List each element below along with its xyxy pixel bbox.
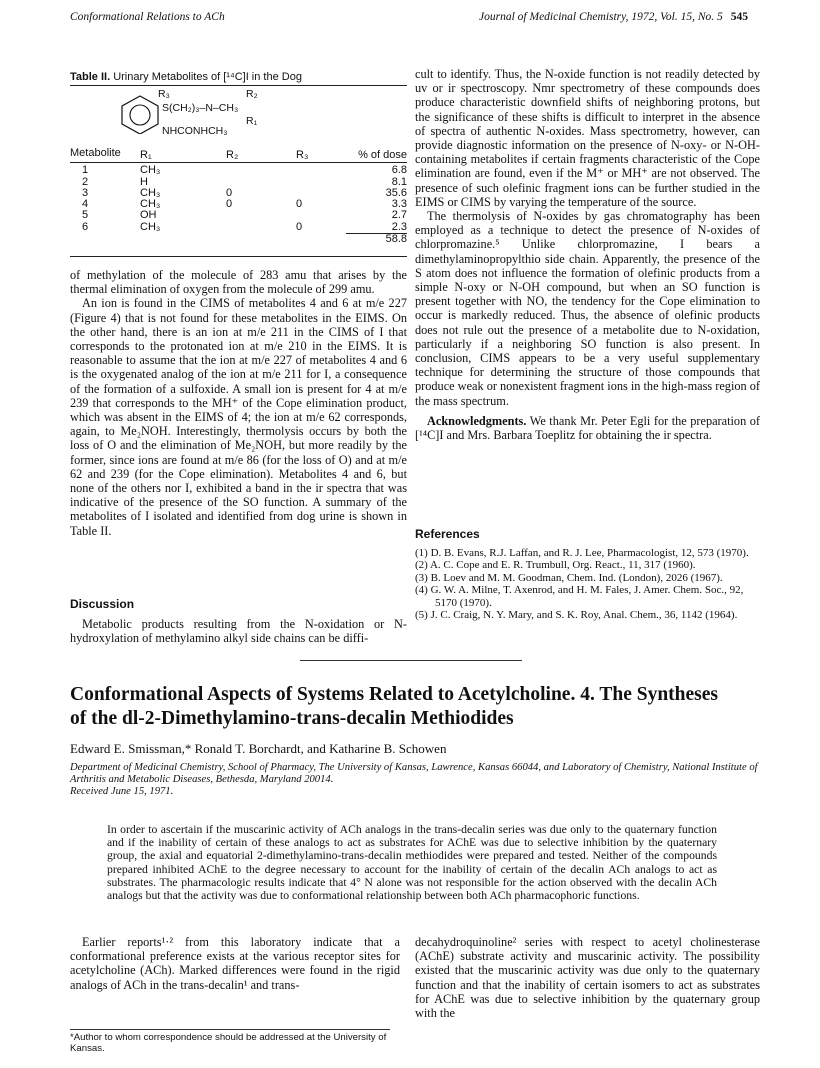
paragraph: of methylation of the molecule of 283 amu that arises by the thermal elimination of oxygen from the molecule of 299 amu. bbox=[70, 268, 407, 297]
left-column-discussion bbox=[70, 617, 407, 645]
metabolites-table bbox=[70, 148, 407, 245]
paragraph: decahydroquinoline² series with respect to acetyl cholinesterase (AChE) substrate activity and muscarinic activity. The possibility existed that the muscarinic activity was due only to the quaternary function and that the inability of certain isomers to act as substrates for AChE was due to selective inhibition by the quaternary group with the bbox=[415, 935, 760, 1021]
table-label: Table II. bbox=[70, 71, 111, 83]
acknowledgments bbox=[415, 414, 760, 442]
paragraph: An ion is found in the CIMS of metabolites 4 and 6 at m/e 227 (Figure 4) that is not found for these metabolites in the EIMS. On the other hand, there is an ion at m/e 211 in the CIMS of I that corresponds to the protonated ion at m/e 210 in the EIMS. It is reasonable to assume that the ion at m/e 227 of metabolites 4 and 6 is the oxygenated analog of the ion at m/e 211 for I, a consequence of the formation of a sulfoxide. A small ion is present for 4 at m/e 239 that corresponds to the MH⁺ of the Cope elimination product, which was absent in the EIMS of 4; the ion at m/e 62 corresponds, again, to Me₂NOH. Interestingly, thermolysis occurs by both the loss of O and the elimination of Me₂NOH, but more readily by the former, since ions are found at m/e 86 (for the loss of O) and at m/e 62 and 239 (for the Cope elimination). Metabolites 4 and 6, but none of the others nor I, exhibited a band in the ir spectra that was indicative of the presence of the SO function. A summary of the metabolites of I isolated and identified from dog urine is shown in Table II. bbox=[70, 296, 407, 538]
table-row bbox=[70, 199, 407, 210]
table-cell: 2 bbox=[82, 175, 89, 188]
table-cell: 0 bbox=[226, 186, 233, 199]
chemical-structure bbox=[118, 88, 318, 150]
table-cell: 3 bbox=[82, 186, 89, 199]
article-authors: Edward E. Smissman,* Ronald T. Borchardt, and Katharine B. Schowen bbox=[70, 741, 447, 756]
table-cell bbox=[226, 210, 296, 221]
table-cell: 58.8 bbox=[346, 234, 407, 246]
reference-item: (1) D. B. Evans, R.J. Laffan, and R. J. Lee, Pharmacologist, 12, 573 (1970). bbox=[415, 547, 749, 559]
table-cell: CH₃ bbox=[140, 221, 161, 234]
col-header: % of dose bbox=[358, 148, 407, 161]
article-affiliation bbox=[70, 762, 760, 799]
table-cell bbox=[226, 177, 296, 188]
table-cell: CH₃ bbox=[140, 186, 161, 199]
acknowledgments-label: Acknowledgments. bbox=[427, 413, 527, 428]
table-cell: 6.8 bbox=[391, 164, 407, 177]
running-header-left: Conformational Relations to ACh bbox=[70, 11, 225, 23]
table-cell bbox=[296, 163, 346, 177]
section-heading-discussion: Discussion bbox=[70, 597, 135, 611]
table-cell: 0 bbox=[296, 198, 303, 211]
table-cell: CH₃ bbox=[140, 198, 161, 211]
table-cell bbox=[70, 234, 140, 246]
footnote: *Author to whom correspondence should be addressed at the University of Kansas. bbox=[70, 1032, 387, 1054]
benzene-ring-icon bbox=[118, 94, 162, 134]
table-cell bbox=[296, 177, 346, 188]
table-cell: CH₃ bbox=[140, 164, 161, 177]
table-cell: 5 bbox=[82, 209, 89, 222]
structure-r3: R₃ bbox=[158, 88, 170, 100]
table-cell: H bbox=[140, 175, 148, 188]
paragraph: Metabolic products resulting from the N-oxidation or N-hydroxylation of methylamino alkyl side chains can be diffi- bbox=[70, 617, 407, 646]
table-bottom-rule bbox=[70, 256, 407, 257]
table-header-row bbox=[70, 148, 407, 163]
table-caption bbox=[70, 71, 302, 83]
table-cell bbox=[296, 210, 346, 221]
intro-right-column bbox=[415, 935, 760, 1020]
reference-item: (5) J. C. Craig, N. Y. Mary, and S. K. Roy, Anal. Chem., 36, 1142 (1964). bbox=[415, 609, 738, 622]
table-cell: 2.3 bbox=[391, 220, 407, 233]
table-cell: 6 bbox=[82, 221, 89, 234]
paragraph: The thermolysis of N-oxides by gas chromatography has been employed as a technique to detect the presence of N-oxides of chlorpromazine.⁵ Unlike chlorpromazine, I bears a dimethylaminopropylthio side chain. Apparently, the presence of the S atom does not influence the formation of olefinic products from a simple N-oxy or N-OH compound, but when an SO function is present together with NO, the tendency for the Cope elimination to occur is markedly reduced. Thus, the absence of olefinic products does not rule out the presence of a metabolite due to N-oxidation, particularly if a neighboring SO function is also present. In conclusion, CIMS appears to be a very useful supplementary technique for determining the structure of those compounds that produce weak or nonexistent fragment ions in the high-mass region of the mass spectrum. bbox=[415, 209, 760, 408]
table-cell: 0 bbox=[296, 221, 303, 234]
paragraph: Earlier reports¹·² from this laboratory indicate that a conformational preference exists at the various receptor sites for acetylcholine (ACh). Marked differences were found in the rigid analogs of ACh in the trans-decalin¹ and trans- bbox=[70, 935, 400, 992]
col-header: R₃ bbox=[296, 148, 309, 161]
table-cell: 4 bbox=[82, 198, 89, 211]
table-cell: 3.3 bbox=[391, 198, 407, 211]
article-title-line2: of the dl-2-Dimethylamino-trans-decalin Methiodides bbox=[70, 708, 514, 729]
reference-item: (2) A. C. Cope and E. R. Trumbull, Org. React., 11, 317 (1960). bbox=[415, 559, 696, 572]
footnote-rule bbox=[70, 1029, 390, 1030]
reference-item: (4) G. W. A. Milne, T. Axenrod, and H. M. Fales, J. Amer. Chem. Soc., 92, 5170 (1970). bbox=[415, 584, 744, 609]
structure-substituent: NHCONHCH₃ bbox=[162, 125, 228, 137]
paragraph: cult to identify. Thus, the N-oxide function is not readily detected by uv or ir spectroscopy. Nmr spectrometry of these compounds does produce characteristic downfield shifts of neighboring protons, but the significance of these shifts is difficult to interpret in the absence of spectra of authentic N-oxides. Mass spectrometry, however, can provide diagnostic information on the presence of N-oxy- or N-OH-containing metabolites if certain fragments characteristic of the Cope elimination are found, even if the M⁺ or MH⁺ are not observed. The presence of such olefinic fragment ions can be further studied in the EIMS or CIMS by varying the temperature of the source. bbox=[415, 67, 760, 209]
table-row bbox=[70, 210, 407, 221]
table-cell: OH bbox=[140, 209, 157, 222]
acknowledgments-text: We thank Mr. Peter Egli for the preparation of [¹⁴C]I and Mrs. Barbara Toeplitz for obtaining the ir spectra. bbox=[415, 413, 760, 443]
table-row bbox=[70, 163, 407, 177]
table-cell: 1 bbox=[82, 164, 89, 177]
table-top-rule bbox=[70, 85, 407, 86]
table-row bbox=[70, 234, 407, 246]
table-cell bbox=[226, 222, 296, 234]
table-cell: 0 bbox=[226, 198, 233, 211]
table-cell: 35.6 bbox=[385, 186, 407, 199]
col-header: R₂ bbox=[226, 148, 239, 161]
article-separator bbox=[300, 660, 522, 661]
reference-list bbox=[415, 547, 760, 621]
intro-left-column bbox=[70, 935, 400, 992]
right-column bbox=[415, 67, 760, 442]
col-header: R₁ bbox=[140, 148, 152, 161]
table-cell: 8.1 bbox=[391, 175, 407, 188]
table-cell bbox=[140, 234, 226, 246]
affiliation-text: Department of Medicinal Chemistry, School of Pharmacy, The University of Kansas, Lawrence, Kansas 66044, and Laboratory of Chemistry, National Institute of Arthritis and Metabolic Diseases, Bethesda, Maryland 20014. bbox=[70, 762, 758, 786]
structure-chain: S(CH₂)₃–N–CH₃ bbox=[162, 102, 239, 114]
table-row bbox=[70, 222, 407, 234]
table-row bbox=[70, 177, 407, 188]
article-title bbox=[70, 683, 718, 731]
left-column bbox=[70, 268, 407, 538]
article-title-line1: Conformational Aspects of Systems Related to Acetylcholine. 4. The Syntheses bbox=[70, 684, 718, 705]
page-number: 545 bbox=[730, 11, 748, 23]
table-title: Urinary Metabolites of [¹⁴C]I in the Dog bbox=[113, 71, 302, 83]
reference-item: (3) B. Loev and M. M. Goodman, Chem. Ind. (London), 2026 (1967). bbox=[415, 571, 723, 584]
section-heading-references: References bbox=[415, 527, 480, 541]
table-cell: 2.7 bbox=[391, 209, 407, 222]
structure-r2: R₂ bbox=[246, 88, 258, 100]
journal-citation: Journal of Medicinal Chemistry, 1972, Vol. 15, No. 5 bbox=[479, 11, 723, 23]
table-row bbox=[70, 188, 407, 199]
table-cell bbox=[296, 234, 346, 246]
received-date: Received June 15, 1971. bbox=[70, 786, 174, 798]
table-cell bbox=[296, 188, 346, 199]
col-header: Metabolite bbox=[70, 147, 121, 159]
running-header-right bbox=[479, 11, 748, 23]
structure-r1: R₁ bbox=[246, 115, 258, 127]
table-cell bbox=[226, 234, 296, 246]
table-cell bbox=[226, 163, 296, 177]
article-abstract: In order to ascertain if the muscarinic activity of ACh analogs in the trans-decalin series was due only to the quaternary function and if the inability of certain of these analogs to act as substrates for AChE was due to selective inhibition by the quaternary group, the axial and equatorial 2-dimethylamino-trans-decalin methiodides were prepared and tested. Neither of the compounds prepared inhibited AChE to the degree necessary to account for the inability of certain of the decalin ACh analogs to act as substrates. The pharmacologic results indicate that 4° N alone was not responsible for the action observed with the decalin ACh analogs but that the activity was due to conformational relationship between both ACh pharmacophoric functions. bbox=[107, 823, 717, 903]
